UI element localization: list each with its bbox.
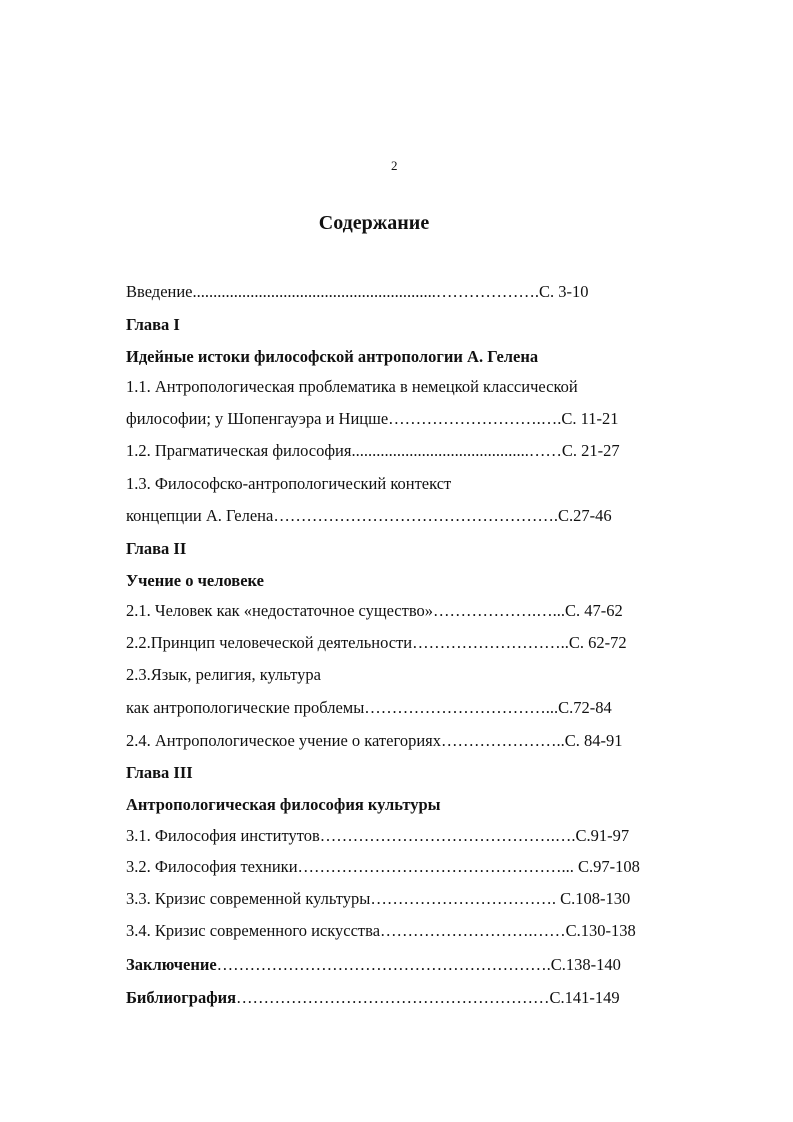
toc-entry-3-4: 3.4. Кризис современного искусства……………………….……С.130-138: [126, 921, 636, 940]
chapter-3-label: Глава III: [126, 763, 193, 782]
chapter-1-title: Идейные истоки философской антропологии А. Гелена: [126, 347, 539, 366]
toc-entry-intro: Введение...........................................................……………….С. 3-10: [126, 282, 589, 301]
toc-entry-3-3: 3.3. Кризис современной культуры……………………………. С.108-130: [126, 889, 631, 908]
toc-entry-1-3-line1: 1.3. Философско-антропологический контекст: [126, 474, 452, 493]
chapter-3-title: Антропологическая философия культуры: [126, 795, 441, 814]
toc-entry-1-3-line2: концепции А. Гелена…………………………………………….С.27-46: [126, 506, 612, 525]
page-number: 2: [391, 158, 398, 173]
toc-entry-3-2: 3.2. Философия техники…………………………………………... С.97-108: [126, 857, 640, 876]
bibliography-label: Библиография: [126, 988, 237, 1007]
chapter-2-label: Глава II: [126, 539, 187, 558]
toc-entry-3-1: 3.1. Философия институтов…………………………………….….С.91-97: [126, 826, 630, 845]
toc-entry-1-1-line2: философии; у Шопенгауэра и Ницше……………………….….С. 11-21: [126, 409, 619, 428]
toc-entry-2-3-line2: как антропологические проблемы……………………………...С.72-84: [126, 698, 612, 717]
toc-entry-2-3-line1: 2.3.Язык, религия, культура: [126, 665, 321, 684]
toc-entry-2-1: 2.1. Человек как «недостаточное существо»……………….…...С. 47-62: [126, 601, 623, 620]
conclusion-label: Заключение: [126, 955, 217, 974]
page-title: Содержание: [318, 212, 430, 234]
toc-entry-bibliography: [126, 988, 620, 1008]
conclusion-pages: …………………………………………………….С.138-140: [216, 955, 621, 974]
toc-entry-1-2: 1.2. Прагматическая философия...........................................……С. 21-27: [126, 441, 620, 460]
toc-entry-2-2: 2.2.Принцип человеческой деятельности………………………..С. 62-72: [126, 633, 627, 652]
toc-entry-conclusion: [126, 955, 621, 975]
chapter-1-label: Глава I: [126, 315, 180, 334]
chapter-2-title: Учение о человеке: [126, 571, 264, 590]
toc-entry-2-4: 2.4. Антропологическое учение о категориях…………………..С. 84-91: [126, 731, 623, 750]
bibliography-pages: …………………………………………………С.141-149: [236, 988, 620, 1007]
toc-entry-1-1-line1: 1.1. Антропологическая проблематика в немецкой классической: [126, 377, 578, 396]
